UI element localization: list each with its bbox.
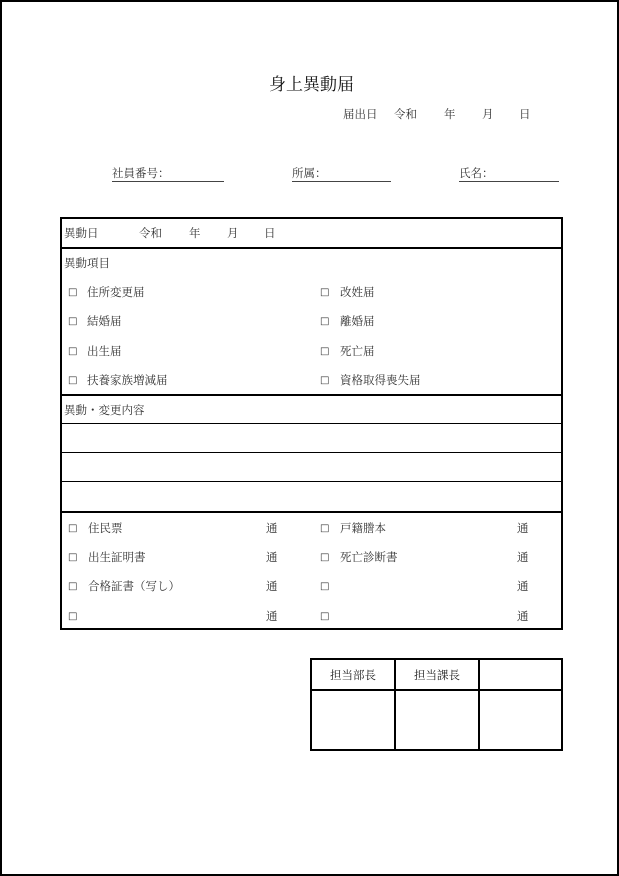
checkbox-icon: □	[320, 316, 330, 327]
page-title: 身上異動届	[269, 75, 354, 95]
submit-date-month: 月	[482, 107, 494, 121]
employee-no-field[interactable]	[112, 165, 224, 182]
details-line-input[interactable]	[64, 482, 559, 508]
checkbox-icon: □	[68, 552, 78, 563]
divider	[62, 511, 561, 513]
divider	[62, 247, 561, 249]
item-label: 離婚届	[340, 314, 375, 328]
details-line-input[interactable]	[64, 424, 559, 450]
submit-date-year: 年	[444, 107, 456, 121]
item-label: 改姓届	[340, 285, 375, 299]
change-date-label: 異動日	[64, 226, 99, 240]
checkbox-icon: □	[320, 287, 330, 298]
copies-unit: 通	[266, 609, 278, 623]
employee-no-label: 社員番号：	[112, 165, 224, 182]
name-field[interactable]	[459, 165, 559, 182]
submit-date-label: 届出日	[343, 107, 378, 121]
copies-unit: 通	[517, 579, 529, 593]
name-label: 氏名：	[459, 165, 559, 182]
approval-header: 担当課長	[414, 667, 460, 682]
checkbox-item[interactable]	[320, 520, 329, 534]
details-section-label: 異動・変更内容	[64, 403, 145, 417]
change-date-day: 日	[264, 226, 276, 240]
change-date-month: 月	[227, 226, 239, 240]
checkbox-item[interactable]	[320, 578, 329, 592]
item-label: 資格取得喪失届	[340, 373, 421, 387]
checkbox-icon: □	[320, 552, 330, 563]
checkbox-item[interactable]	[68, 578, 77, 592]
checkbox-item[interactable]	[68, 343, 77, 357]
checkbox-item[interactable]	[320, 284, 329, 298]
approval-stamp-table	[310, 658, 563, 751]
copies-unit: 通	[266, 521, 278, 535]
submit-date-day: 日	[519, 107, 531, 121]
items-section-label: 異動項目	[64, 256, 110, 270]
checkbox-icon: □	[68, 316, 78, 327]
stamp-cell[interactable]	[396, 691, 478, 749]
checkbox-icon: □	[68, 287, 78, 298]
details-line-input[interactable]	[64, 453, 559, 479]
checkbox-item[interactable]	[320, 343, 329, 357]
change-date-era: 令和	[139, 226, 162, 240]
document-label: 死亡診断書	[340, 550, 398, 564]
document-label: 出生証明書	[88, 550, 146, 564]
department-label: 所属：	[292, 165, 391, 182]
checkbox-item[interactable]	[68, 608, 77, 622]
copies-unit: 通	[517, 550, 529, 564]
checkbox-icon: □	[320, 581, 330, 592]
divider	[62, 394, 561, 396]
document-label: 住民票	[88, 521, 123, 535]
stamp-cell[interactable]	[480, 691, 561, 749]
checkbox-item[interactable]	[320, 608, 329, 622]
copies-unit: 通	[266, 550, 278, 564]
checkbox-icon: □	[320, 523, 330, 534]
checkbox-icon: □	[68, 611, 78, 622]
checkbox-icon: □	[68, 375, 78, 386]
submit-date-era: 令和	[394, 107, 417, 121]
checkbox-icon: □	[320, 611, 330, 622]
stamp-cell[interactable]	[312, 691, 394, 749]
item-label: 結婚届	[87, 314, 122, 328]
checkbox-icon: □	[68, 346, 78, 357]
checkbox-item[interactable]	[68, 372, 77, 386]
checkbox-item[interactable]	[320, 313, 329, 327]
checkbox-item[interactable]	[68, 284, 77, 298]
approval-header: 担当部長	[330, 667, 376, 682]
department-field[interactable]	[292, 165, 391, 182]
checkbox-item[interactable]	[68, 549, 77, 563]
approval-header	[480, 660, 561, 689]
change-date-year: 年	[189, 226, 201, 240]
copies-unit: 通	[266, 579, 278, 593]
copies-unit: 通	[517, 609, 529, 623]
item-label: 出生届	[87, 344, 122, 358]
item-label: 住所変更届	[87, 285, 145, 299]
document-label: 合格証書（写し）	[88, 579, 180, 593]
checkbox-item[interactable]	[68, 313, 77, 327]
copies-unit: 通	[517, 521, 529, 535]
document-label: 戸籍謄本	[340, 521, 386, 535]
checkbox-icon: □	[320, 346, 330, 357]
checkbox-icon: □	[320, 375, 330, 386]
item-label: 死亡届	[340, 344, 375, 358]
checkbox-item[interactable]	[68, 520, 77, 534]
checkbox-icon: □	[68, 523, 78, 534]
checkbox-item[interactable]	[320, 549, 329, 563]
checkbox-icon: □	[68, 581, 78, 592]
checkbox-item[interactable]	[320, 372, 329, 386]
item-label: 扶養家族増減届	[87, 373, 168, 387]
